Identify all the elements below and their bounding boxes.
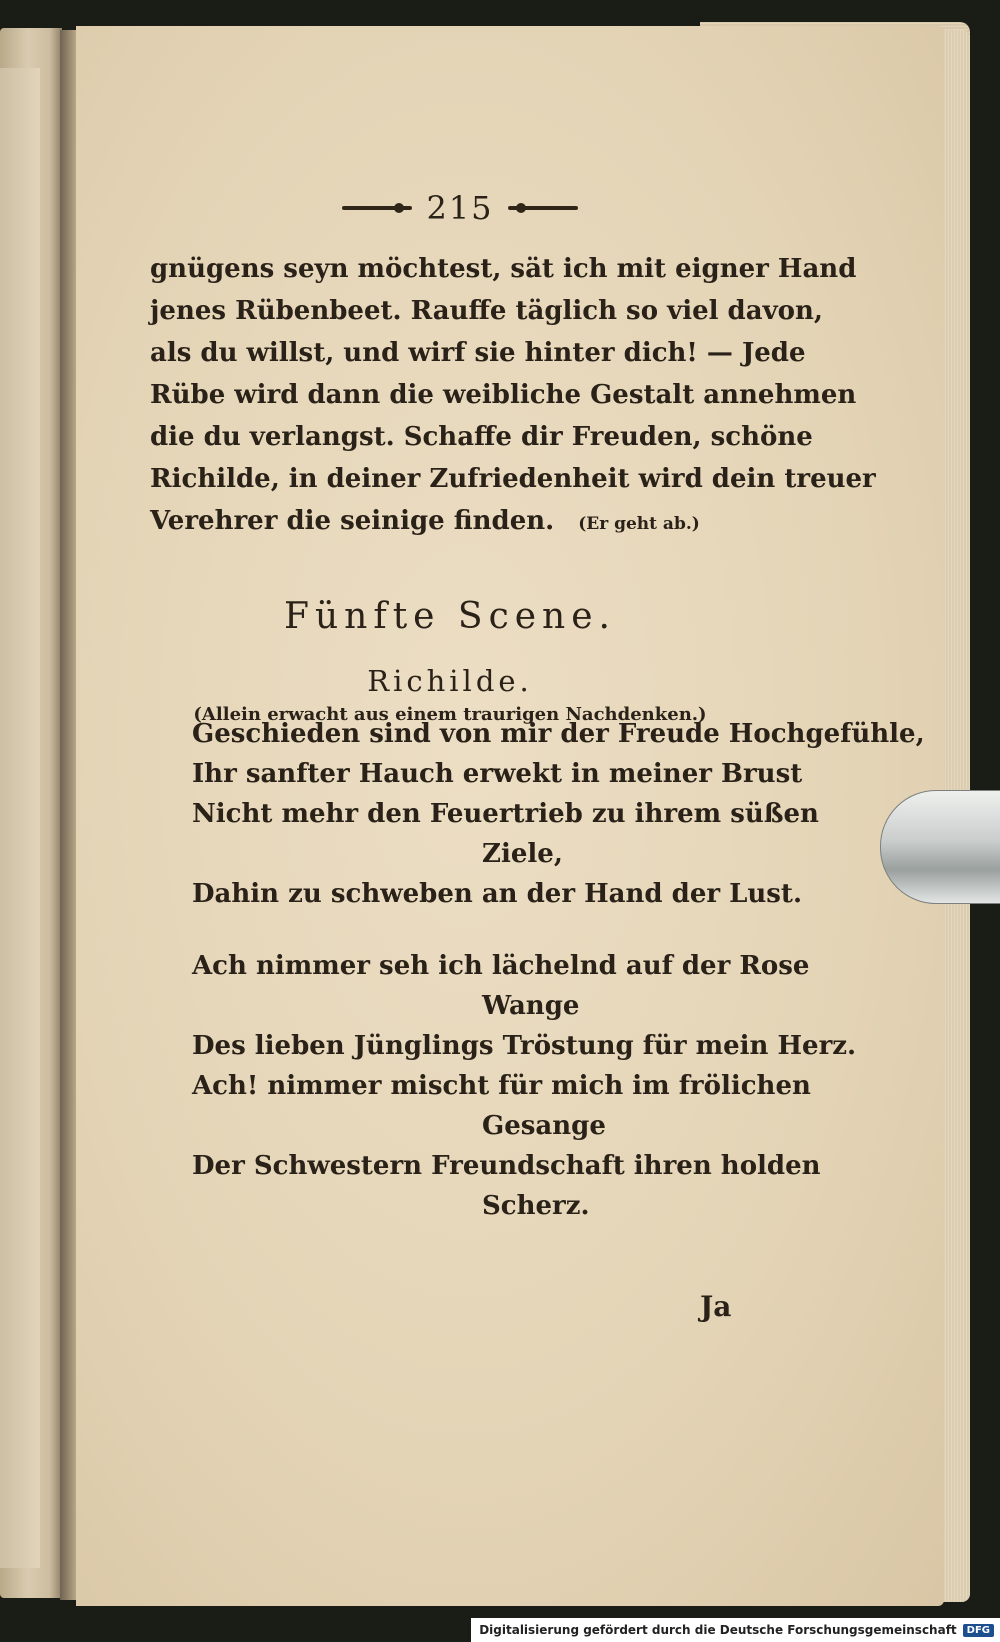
prose-line: Rübe wird dann die weibliche Gestalt annehmen (150, 380, 857, 410)
verse-line: Geschieden sind von mir der Freude Hochgefühle, (192, 719, 925, 749)
stage-direction: (Allein erwacht aus einem traurigen Nachdenken.) (193, 704, 707, 725)
dfg-logo-icon: DFG (963, 1624, 994, 1637)
catchword: Ja (700, 1290, 732, 1323)
page-clip (880, 790, 1000, 904)
verse-stanza-1 (192, 714, 925, 914)
prose-line: Verehrer die seinige finden. (150, 506, 555, 536)
verse-continuation: Gesange (482, 1111, 606, 1141)
ornament-right-icon (508, 206, 578, 210)
verse-continuation: Wange (482, 991, 580, 1021)
verse-stanza-2 (192, 946, 857, 1226)
page-number: 215 (426, 189, 494, 227)
prose-line: Richilde, in deiner Zufriedenheit wird dein treuer (150, 464, 876, 494)
verse-line: Ach! nimmer mischt für mich im frölichen (192, 1071, 811, 1101)
prose-line: jenes Rübenbeet. Rauffe täglich so viel davon, (150, 296, 823, 326)
ornament-left-icon (342, 206, 412, 210)
scene-title: Fünfte Scene. (284, 596, 616, 637)
prose-last-line (150, 500, 750, 545)
prose-paragraph (150, 248, 876, 545)
verse-line: Der Schwestern Freundschaft ihren holden (192, 1151, 821, 1181)
page-header (316, 188, 604, 228)
verse-continuation: Scherz. (482, 1191, 590, 1221)
prose-line: die du verlangst. Schaffe dir Freuden, schöne (150, 422, 813, 452)
left-page-surface (0, 68, 40, 1568)
footer-text: Digitalisierung gefördert durch die Deutsche Forschungsgemeinschaft (479, 1623, 957, 1637)
speaker-name: Richilde. (367, 664, 533, 698)
exit-stage-direction: (Er geht ab.) (578, 514, 700, 534)
verse-continuation: Ziele, (482, 839, 563, 869)
prose-line: als du willst, und wirf sie hinter dich! — Jede (150, 338, 806, 368)
verse-line: Dahin zu schweben an der Hand der Lust. (192, 879, 802, 909)
verse-line: Ihr sanfter Hauch erwekt in meiner Brust (192, 759, 803, 789)
prose-line: gnügens seyn möchtest, sät ich mit eigner Hand (150, 254, 857, 284)
verse-line: Nicht mehr den Feuertrieb zu ihrem süßen (192, 799, 819, 829)
left-page-edge (0, 28, 62, 1598)
verse-line: Ach nimmer seh ich lächelnd auf der Rose (192, 951, 810, 981)
digitization-footer (471, 1618, 1000, 1642)
verse-line: Des lieben Jünglings Tröstung für mein Herz. (192, 1031, 857, 1061)
